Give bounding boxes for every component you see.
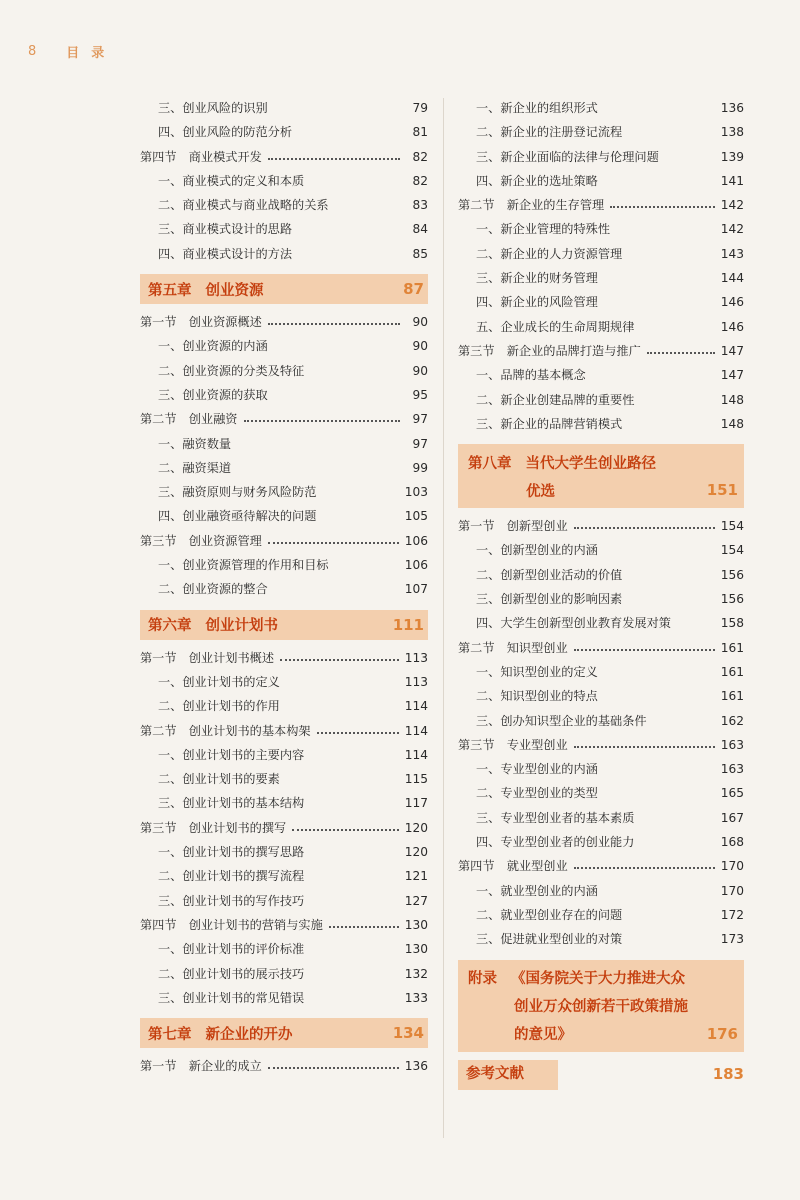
- dot-leader: [292, 829, 398, 831]
- page-header: [28, 42, 116, 61]
- appendix-line: [468, 992, 738, 1020]
- toc-item-entry[interactable]: [140, 577, 428, 601]
- dot-leader: [280, 659, 399, 661]
- toc-entry-title: 第二节 创业计划书的基本构架: [140, 723, 311, 738]
- toc-section-entry[interactable]: [140, 529, 428, 553]
- toc-entry-title: 四、新企业的选址策略: [476, 173, 598, 188]
- toc-entry-page: 97: [412, 436, 428, 451]
- toc-entry-title: 一、新企业管理的特殊性: [476, 222, 611, 237]
- toc-item-entry[interactable]: [140, 743, 428, 767]
- toc-entry-page: 85: [412, 246, 428, 261]
- toc-item-entry[interactable]: [140, 694, 428, 718]
- toc-entry-page: 127: [404, 893, 428, 908]
- toc-item-entry[interactable]: [140, 480, 428, 504]
- toc-entry-page: 172: [720, 907, 744, 922]
- toc-entry-title: 第一节 新企业的成立: [140, 1059, 262, 1074]
- toc-entry-title: 四、专业型创业者的创业能力: [476, 835, 635, 850]
- toc-entry-title: 第二节 新企业的生存管理: [458, 198, 605, 213]
- toc-entry-title: 二、融资渠道: [158, 460, 232, 475]
- toc-item-entry[interactable]: [140, 504, 428, 528]
- toc-entry-title: 二、创业计划书的撰写流程: [158, 869, 305, 884]
- toc-entry-title: 三、创业风险的识别: [158, 101, 268, 115]
- toc-item-entry[interactable]: [458, 96, 744, 120]
- toc-section-entry[interactable]: [458, 636, 744, 660]
- toc-entry-title: 三、新企业的财务管理: [476, 271, 598, 286]
- toc-item-entry[interactable]: [458, 266, 744, 290]
- toc-entry-page: 99: [412, 460, 428, 475]
- toc-entry-title: 三、创办知识型企业的基础条件: [476, 713, 647, 728]
- toc-entry-page: 82: [412, 173, 428, 188]
- toc-item-entry[interactable]: [140, 889, 428, 913]
- toc-entry-title: 第一节 创业资源概述: [140, 315, 262, 330]
- toc-entry-title: 第三节 创业资源管理: [140, 533, 262, 548]
- toc-item-entry[interactable]: [458, 830, 744, 854]
- toc-left-column: [140, 96, 428, 1078]
- toc-entry-title: 一、创业计划书的撰写思路: [158, 845, 305, 860]
- toc-entry-page: 147: [720, 343, 744, 358]
- toc-references-heading: [458, 1060, 558, 1090]
- toc-entry-page: 154: [720, 519, 744, 534]
- toc-entry-page: 90: [412, 339, 428, 354]
- toc-entry-page: 113: [404, 650, 428, 665]
- toc-entry-page: 103: [404, 485, 428, 500]
- toc-entry-title: 一、融资数量: [158, 436, 232, 451]
- toc-section-entry[interactable]: [140, 407, 428, 431]
- dot-leader: [574, 746, 715, 748]
- toc-entry-page: 170: [720, 883, 744, 898]
- appendix-title-continued: 的意见》: [514, 1027, 572, 1043]
- toc-item-entry[interactable]: [140, 840, 428, 864]
- chapter-number: 第六章: [148, 618, 192, 635]
- toc-entry-page: 146: [720, 319, 744, 334]
- toc-entry-title: 四、新企业的风险管理: [476, 295, 598, 310]
- dot-leader: [268, 542, 399, 544]
- toc-item-entry[interactable]: [140, 791, 428, 815]
- toc-section-entry[interactable]: [140, 145, 428, 169]
- toc-entry-page: 161: [720, 689, 744, 704]
- chapter-number: 第八章: [468, 455, 512, 472]
- toc-entry-title: 第三节 专业型创业: [458, 737, 568, 752]
- toc-item-entry[interactable]: [140, 767, 428, 791]
- toc-entry-page: 154: [720, 543, 744, 558]
- toc-entry-page: 163: [720, 762, 744, 777]
- toc-entry-page: 130: [404, 942, 428, 957]
- toc-entry-page: 79: [412, 101, 428, 115]
- toc-entry-page: 106: [404, 558, 428, 573]
- toc-item-entry[interactable]: [140, 359, 428, 383]
- toc-references-row[interactable]: [458, 1058, 744, 1092]
- toc-section-entry[interactable]: [140, 646, 428, 670]
- toc-entry-page: 114: [404, 747, 428, 762]
- toc-item-entry[interactable]: [140, 864, 428, 888]
- dot-leader: [317, 732, 399, 734]
- toc-entry-title: 二、新企业的注册登记流程: [476, 125, 623, 140]
- toc-item-entry[interactable]: [458, 927, 744, 951]
- toc-entry-page: 173: [720, 932, 744, 947]
- toc-item-entry[interactable]: [140, 962, 428, 986]
- toc-entry-page: 106: [404, 533, 428, 548]
- chapter-page: 111: [392, 615, 424, 634]
- column-divider: [443, 98, 444, 1138]
- chapter-page: 87: [403, 280, 424, 299]
- toc-entry-page: 146: [720, 295, 744, 310]
- toc-item-entry[interactable]: [458, 363, 744, 387]
- toc-section-entry[interactable]: [458, 193, 744, 217]
- toc-entry-page: 143: [720, 246, 744, 261]
- toc-entry-title: 二、创业计划书的作用: [158, 699, 280, 714]
- toc-chapter-heading[interactable]: [140, 610, 428, 640]
- toc-item-entry[interactable]: [140, 193, 428, 217]
- toc-entry-title: 四、商业模式设计的方法: [158, 246, 293, 261]
- toc-entry-page: 165: [720, 786, 744, 801]
- toc-item-entry[interactable]: [458, 660, 744, 684]
- toc-entry-page: 168: [720, 835, 744, 850]
- toc-entry-page: 142: [720, 198, 744, 213]
- toc-item-entry[interactable]: [458, 217, 744, 241]
- toc-entry-page: 162: [720, 713, 744, 728]
- toc-entry-title: 第四节 商业模式开发: [140, 149, 262, 164]
- dot-leader: [268, 158, 400, 160]
- toc-right-column: [458, 96, 744, 1092]
- dot-leader: [610, 206, 714, 208]
- chapter-title: 创业资源: [205, 282, 264, 299]
- toc-entry-page: 142: [720, 222, 744, 237]
- toc-section-entry[interactable]: [458, 514, 744, 538]
- toc-entry-page: 90: [412, 315, 428, 330]
- toc-entry-title: 二、新企业创建品牌的重要性: [476, 392, 635, 407]
- toc-entry-title: 第四节 就业型创业: [458, 859, 568, 874]
- toc-entry-title: 二、新企业的人力资源管理: [476, 246, 623, 261]
- toc-entry-page: 133: [404, 990, 428, 1005]
- toc-chapter-heading[interactable]: [458, 444, 744, 508]
- dot-leader: [244, 420, 401, 422]
- toc-entry-title: 三、专业型创业者的基本素质: [476, 810, 635, 825]
- toc-entry-title: 三、商业模式设计的思路: [158, 222, 293, 237]
- toc-entry-page: 161: [720, 640, 744, 655]
- toc-item-entry[interactable]: [458, 169, 744, 193]
- toc-entry-title: 二、创业资源的分类及特征: [158, 363, 305, 378]
- toc-entry-title: 第三节 新企业的品牌打造与推广: [458, 343, 641, 358]
- chapter-page: 151: [706, 481, 738, 500]
- toc-entry-title: 二、就业型创业存在的问题: [476, 907, 623, 922]
- toc-entry-title: 一、就业型创业的内涵: [476, 883, 598, 898]
- chapter-title: 当代大学生创业路径: [525, 455, 656, 472]
- toc-entry-title: 三、创业资源的获取: [158, 387, 268, 402]
- toc-entry-title: 第四节 创业计划书的营销与实施: [140, 917, 323, 932]
- toc-item-entry[interactable]: [458, 587, 744, 611]
- toc-entry-page: 141: [720, 173, 744, 188]
- toc-entry-title: 二、专业型创业的类型: [476, 786, 598, 801]
- toc-entry-title: 四、大学生创新型创业教育发展对策: [476, 616, 671, 631]
- toc-entry-page: 83: [412, 198, 428, 213]
- dot-leader: [268, 323, 400, 325]
- toc-chapter-heading[interactable]: [140, 274, 428, 304]
- appendix-title-continued: 创业万众创新若干政策措施: [514, 999, 688, 1015]
- toc-item-entry[interactable]: [140, 383, 428, 407]
- toc-section-entry[interactable]: [458, 339, 744, 363]
- toc-entry-page: 107: [404, 582, 428, 597]
- toc-item-entry[interactable]: [458, 611, 744, 635]
- toc-section-entry[interactable]: [140, 310, 428, 334]
- toc-entry-title: 三、新企业面临的法律与伦理问题: [476, 149, 659, 164]
- toc-section-entry[interactable]: [458, 854, 744, 878]
- toc-entry-title: 三、创新型创业的影响因素: [476, 592, 623, 607]
- toc-entry-page: 90: [412, 363, 428, 378]
- toc-entry-title: 第二节 知识型创业: [458, 640, 568, 655]
- toc-section-entry[interactable]: [140, 719, 428, 743]
- toc-entry-page: 148: [720, 416, 744, 431]
- chapter-number: 第五章: [148, 282, 192, 299]
- toc-item-entry[interactable]: [140, 96, 428, 120]
- toc-item-entry[interactable]: [140, 937, 428, 961]
- toc-section-entry[interactable]: [140, 816, 428, 840]
- toc-item-entry[interactable]: [458, 412, 744, 436]
- toc-item-entry[interactable]: [458, 315, 744, 339]
- toc-entry-title: 三、新企业的品牌营销模式: [476, 416, 623, 431]
- chapter-title-continued: 优选: [526, 483, 555, 500]
- toc-entry-title: 三、创业计划书的基本结构: [158, 796, 305, 811]
- toc-entry-title: 一、创业计划书的主要内容: [158, 747, 305, 762]
- toc-entry-page: 144: [720, 271, 744, 286]
- toc-item-entry[interactable]: [140, 432, 428, 456]
- toc-entry-title: 第一节 创新型创业: [458, 519, 568, 534]
- toc-entry-page: 120: [404, 845, 428, 860]
- toc-entry-title: 一、专业型创业的内涵: [476, 762, 598, 777]
- toc-entry-title: 二、商业模式与商业战略的关系: [158, 198, 329, 213]
- toc-entry-page: 113: [404, 674, 428, 689]
- toc-entry-page: 114: [404, 699, 428, 714]
- toc-entry-title: 二、创业资源的整合: [158, 582, 268, 597]
- toc-item-entry[interactable]: [458, 120, 744, 144]
- toc-item-entry[interactable]: [140, 456, 428, 480]
- toc-entry-page: 81: [412, 125, 428, 140]
- toc-entry-title: 第二节 创业融资: [140, 412, 238, 427]
- toc-entry-title: 二、创新型创业活动的价值: [476, 567, 623, 582]
- dot-leader: [329, 926, 399, 928]
- chapter-page: 134: [392, 1024, 424, 1043]
- toc-entry-title: 五、企业成长的生命周期规律: [476, 319, 635, 334]
- toc-entry-page: 97: [412, 412, 428, 427]
- chapter-title: 创业计划书: [205, 618, 278, 635]
- toc-item-entry[interactable]: [458, 290, 744, 314]
- toc-item-entry[interactable]: [458, 388, 744, 412]
- toc-item-entry[interactable]: [458, 242, 744, 266]
- toc-entry-page: 156: [720, 567, 744, 582]
- appendix-page: 176: [706, 1024, 738, 1043]
- dot-leader: [574, 649, 715, 651]
- toc-section-entry[interactable]: [458, 733, 744, 757]
- toc-item-entry[interactable]: [458, 145, 744, 169]
- toc-entry-page: 136: [404, 1059, 428, 1074]
- toc-entry-title: 三、创业计划书的写作技巧: [158, 893, 305, 908]
- toc-entry-page: 130: [404, 917, 428, 932]
- appendix-label: 附录: [468, 971, 497, 987]
- toc-entry-page: 120: [404, 820, 428, 835]
- toc-entry-page: 132: [404, 966, 428, 981]
- toc-entry-page: 136: [720, 101, 744, 115]
- toc-entry-title: 二、创业计划书的展示技巧: [158, 966, 305, 981]
- toc-item-entry[interactable]: [458, 684, 744, 708]
- toc-entry-title: 一、创业计划书的定义: [158, 674, 280, 689]
- page-title: 目录: [66, 46, 117, 61]
- chapter-line: [468, 448, 738, 476]
- toc-item-entry[interactable]: [140, 169, 428, 193]
- toc-item-entry[interactable]: [458, 879, 744, 903]
- toc-item-entry[interactable]: [458, 903, 744, 927]
- dot-leader: [574, 527, 715, 529]
- toc-entry-page: 163: [720, 737, 744, 752]
- toc-item-entry[interactable]: [140, 120, 428, 144]
- toc-item-entry[interactable]: [458, 538, 744, 562]
- toc-entry-page: 167: [720, 810, 744, 825]
- toc-section-entry[interactable]: [140, 913, 428, 937]
- toc-item-entry[interactable]: [140, 670, 428, 694]
- toc-entry-page: 117: [404, 796, 428, 811]
- toc-entry-page: 158: [720, 616, 744, 631]
- chapter-title: 新企业的开办: [205, 1026, 293, 1043]
- toc-chapter-heading[interactable]: [140, 1018, 428, 1048]
- toc-entry-title: 三、促进就业型创业的对策: [476, 932, 623, 947]
- toc-item-entry[interactable]: [458, 709, 744, 733]
- toc-appendix-heading[interactable]: [458, 960, 744, 1052]
- toc-entry-page: 114: [404, 723, 428, 738]
- toc-entry-title: 三、融资原则与财务风险防范: [158, 485, 317, 500]
- appendix-title: 《国务院关于大力推进大众: [511, 971, 685, 987]
- toc-entry-title: 第三节 创业计划书的撰写: [140, 820, 287, 835]
- toc-entry-page: 115: [404, 772, 428, 787]
- toc-entry-page: 95: [412, 387, 428, 402]
- toc-entry-page: 139: [720, 149, 744, 164]
- toc-entry-title: 四、创业融资亟待解决的问题: [158, 509, 317, 524]
- references-title: 参考文献: [466, 1066, 524, 1083]
- toc-entry-title: 一、商业模式的定义和本质: [158, 173, 305, 188]
- toc-entry-title: 一、新企业的组织形式: [476, 101, 598, 115]
- toc-item-entry[interactable]: [458, 806, 744, 830]
- toc-item-entry[interactable]: [458, 563, 744, 587]
- toc-item-entry[interactable]: [140, 553, 428, 577]
- toc-item-entry[interactable]: [458, 757, 744, 781]
- toc-entry-page: 105: [404, 509, 428, 524]
- toc-entry-title: 一、知识型创业的定义: [476, 664, 598, 679]
- toc-entry-title: 一、品牌的基本概念: [476, 368, 586, 383]
- toc-entry-page: 147: [720, 368, 744, 383]
- toc-entry-title: 一、创新型创业的内涵: [476, 543, 598, 558]
- toc-item-entry[interactable]: [140, 334, 428, 358]
- toc-entry-title: 一、创业计划书的评价标准: [158, 942, 305, 957]
- appendix-line: [468, 1020, 738, 1048]
- toc-entry-page: 82: [412, 149, 428, 164]
- toc-section-entry[interactable]: [140, 1054, 428, 1078]
- toc-entry-page: 84: [412, 222, 428, 237]
- toc-entry-title: 一、创业资源的内涵: [158, 339, 268, 354]
- toc-entry-page: 138: [720, 125, 744, 140]
- dot-leader: [647, 352, 715, 354]
- references-page: 183: [712, 1065, 744, 1084]
- toc-entry-title: 三、创业计划书的常见错误: [158, 990, 305, 1005]
- toc-item-entry[interactable]: [458, 781, 744, 805]
- toc-entry-title: 四、创业风险的防范分析: [158, 125, 293, 140]
- chapter-line: [468, 476, 738, 504]
- toc-entry-page: 161: [720, 664, 744, 679]
- toc-item-entry[interactable]: [140, 217, 428, 241]
- dot-leader: [268, 1067, 399, 1069]
- toc-item-entry[interactable]: [140, 242, 428, 266]
- toc-entry-title: 二、知识型创业的特点: [476, 689, 598, 704]
- page-number: 8: [28, 44, 37, 59]
- toc-entry-page: 156: [720, 592, 744, 607]
- toc-entry-title: 一、创业资源管理的作用和目标: [158, 558, 329, 573]
- toc-entry-title: 第一节 创业计划书概述: [140, 650, 275, 665]
- toc-entry-page: 148: [720, 392, 744, 407]
- toc-entry-page: 121: [404, 869, 428, 884]
- toc-entry-title: 二、创业计划书的要素: [158, 772, 280, 787]
- dot-leader: [574, 867, 715, 869]
- chapter-number: 第七章: [148, 1026, 192, 1043]
- toc-item-entry[interactable]: [140, 986, 428, 1010]
- appendix-line: [468, 964, 738, 992]
- toc-entry-page: 170: [720, 859, 744, 874]
